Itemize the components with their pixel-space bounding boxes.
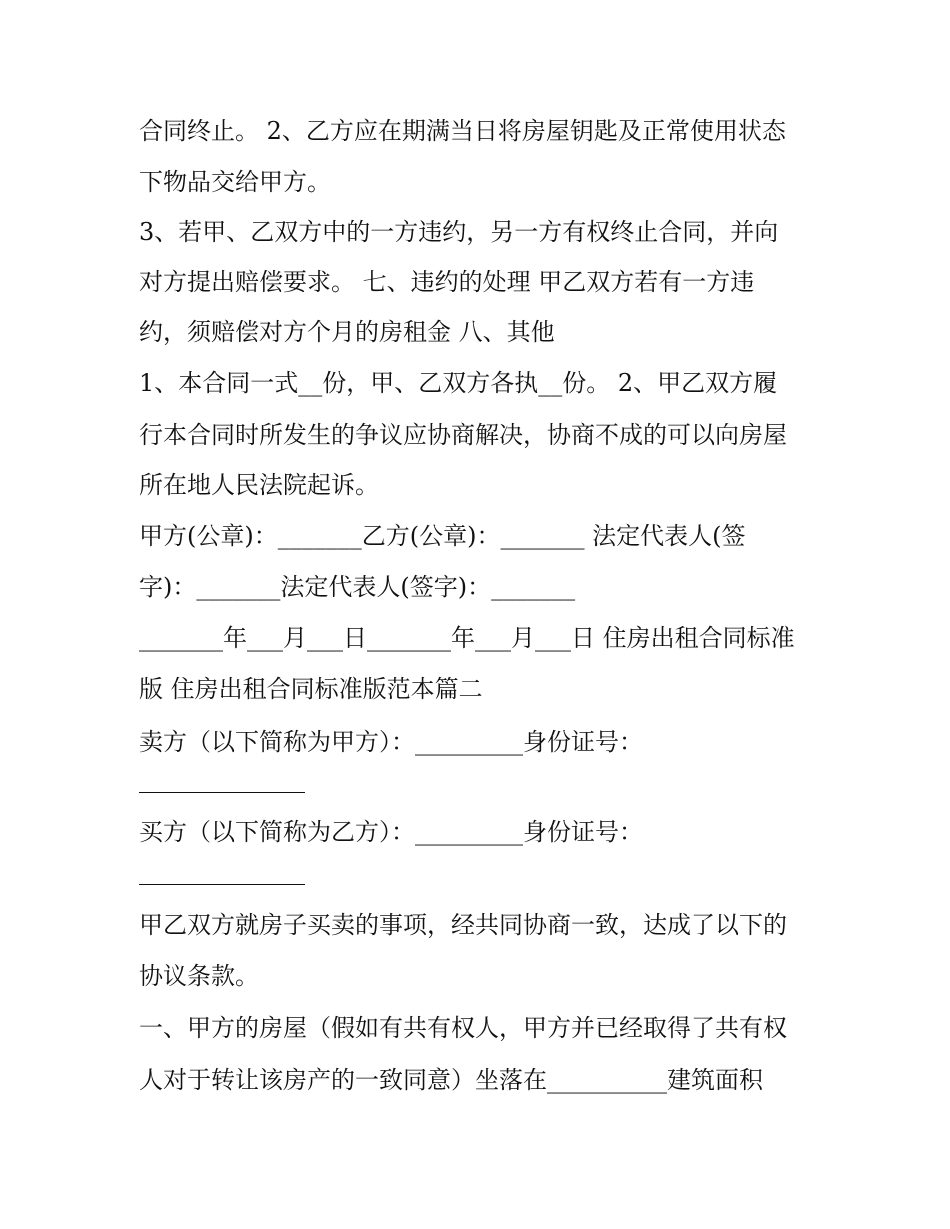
- signature-line: 字)：_______法定代表人(签字)：_______: [139, 573, 576, 601]
- text-line: 约，须赔偿对方个月的房租金 八、其他: [139, 318, 555, 346]
- seller-id-blank: [139, 792, 305, 793]
- text-line: 一、甲方的房屋（假如有共有权人，甲方并已经取得了共有权: [139, 1014, 787, 1042]
- buyer-id-blank: [139, 884, 305, 885]
- buyer-line: 买方（以下简称为乙方）：_________身份证号：: [139, 818, 643, 846]
- text-line: 行本合同时所发生的争议应协商解决，协商不成的可以向房屋: [139, 421, 787, 449]
- text-line: 所在地人民法院起诉。: [139, 471, 379, 499]
- date-line: _______年___月___日_______年___月___日 住房出租合同标准: [139, 624, 795, 652]
- signature-line: 甲方(公章)：_______乙方(公章)：_______ 法定代表人(签: [139, 522, 746, 550]
- seller-line: 卖方（以下简称为甲方）：_________身份证号：: [139, 728, 643, 756]
- text-line: 下物品交给甲方。: [139, 168, 331, 196]
- text-line: 对方提出赔偿要求。 七、违约的处理 甲乙双方若有一方违: [139, 268, 755, 296]
- text-line: 甲乙双方就房子买卖的事项，经共同协商一致，达成了以下的: [139, 911, 787, 939]
- section-heading: 版 住房出租合同标准版范本篇二: [139, 675, 483, 703]
- text-line: 1、本合同一式__份，甲、乙双方各执__份。 2、甲乙双方履: [139, 369, 778, 397]
- text-line: 3、若甲、乙双方中的一方违约，另一方有权终止合同，并向: [139, 218, 779, 246]
- text-line: 协议条款。: [139, 962, 259, 990]
- text-line: 合同终止。 2、乙方应在期满当日将房屋钥匙及正常使用状态: [139, 117, 786, 145]
- text-line: 人对于转让该房产的一致同意）坐落在__________建筑面积: [139, 1066, 763, 1094]
